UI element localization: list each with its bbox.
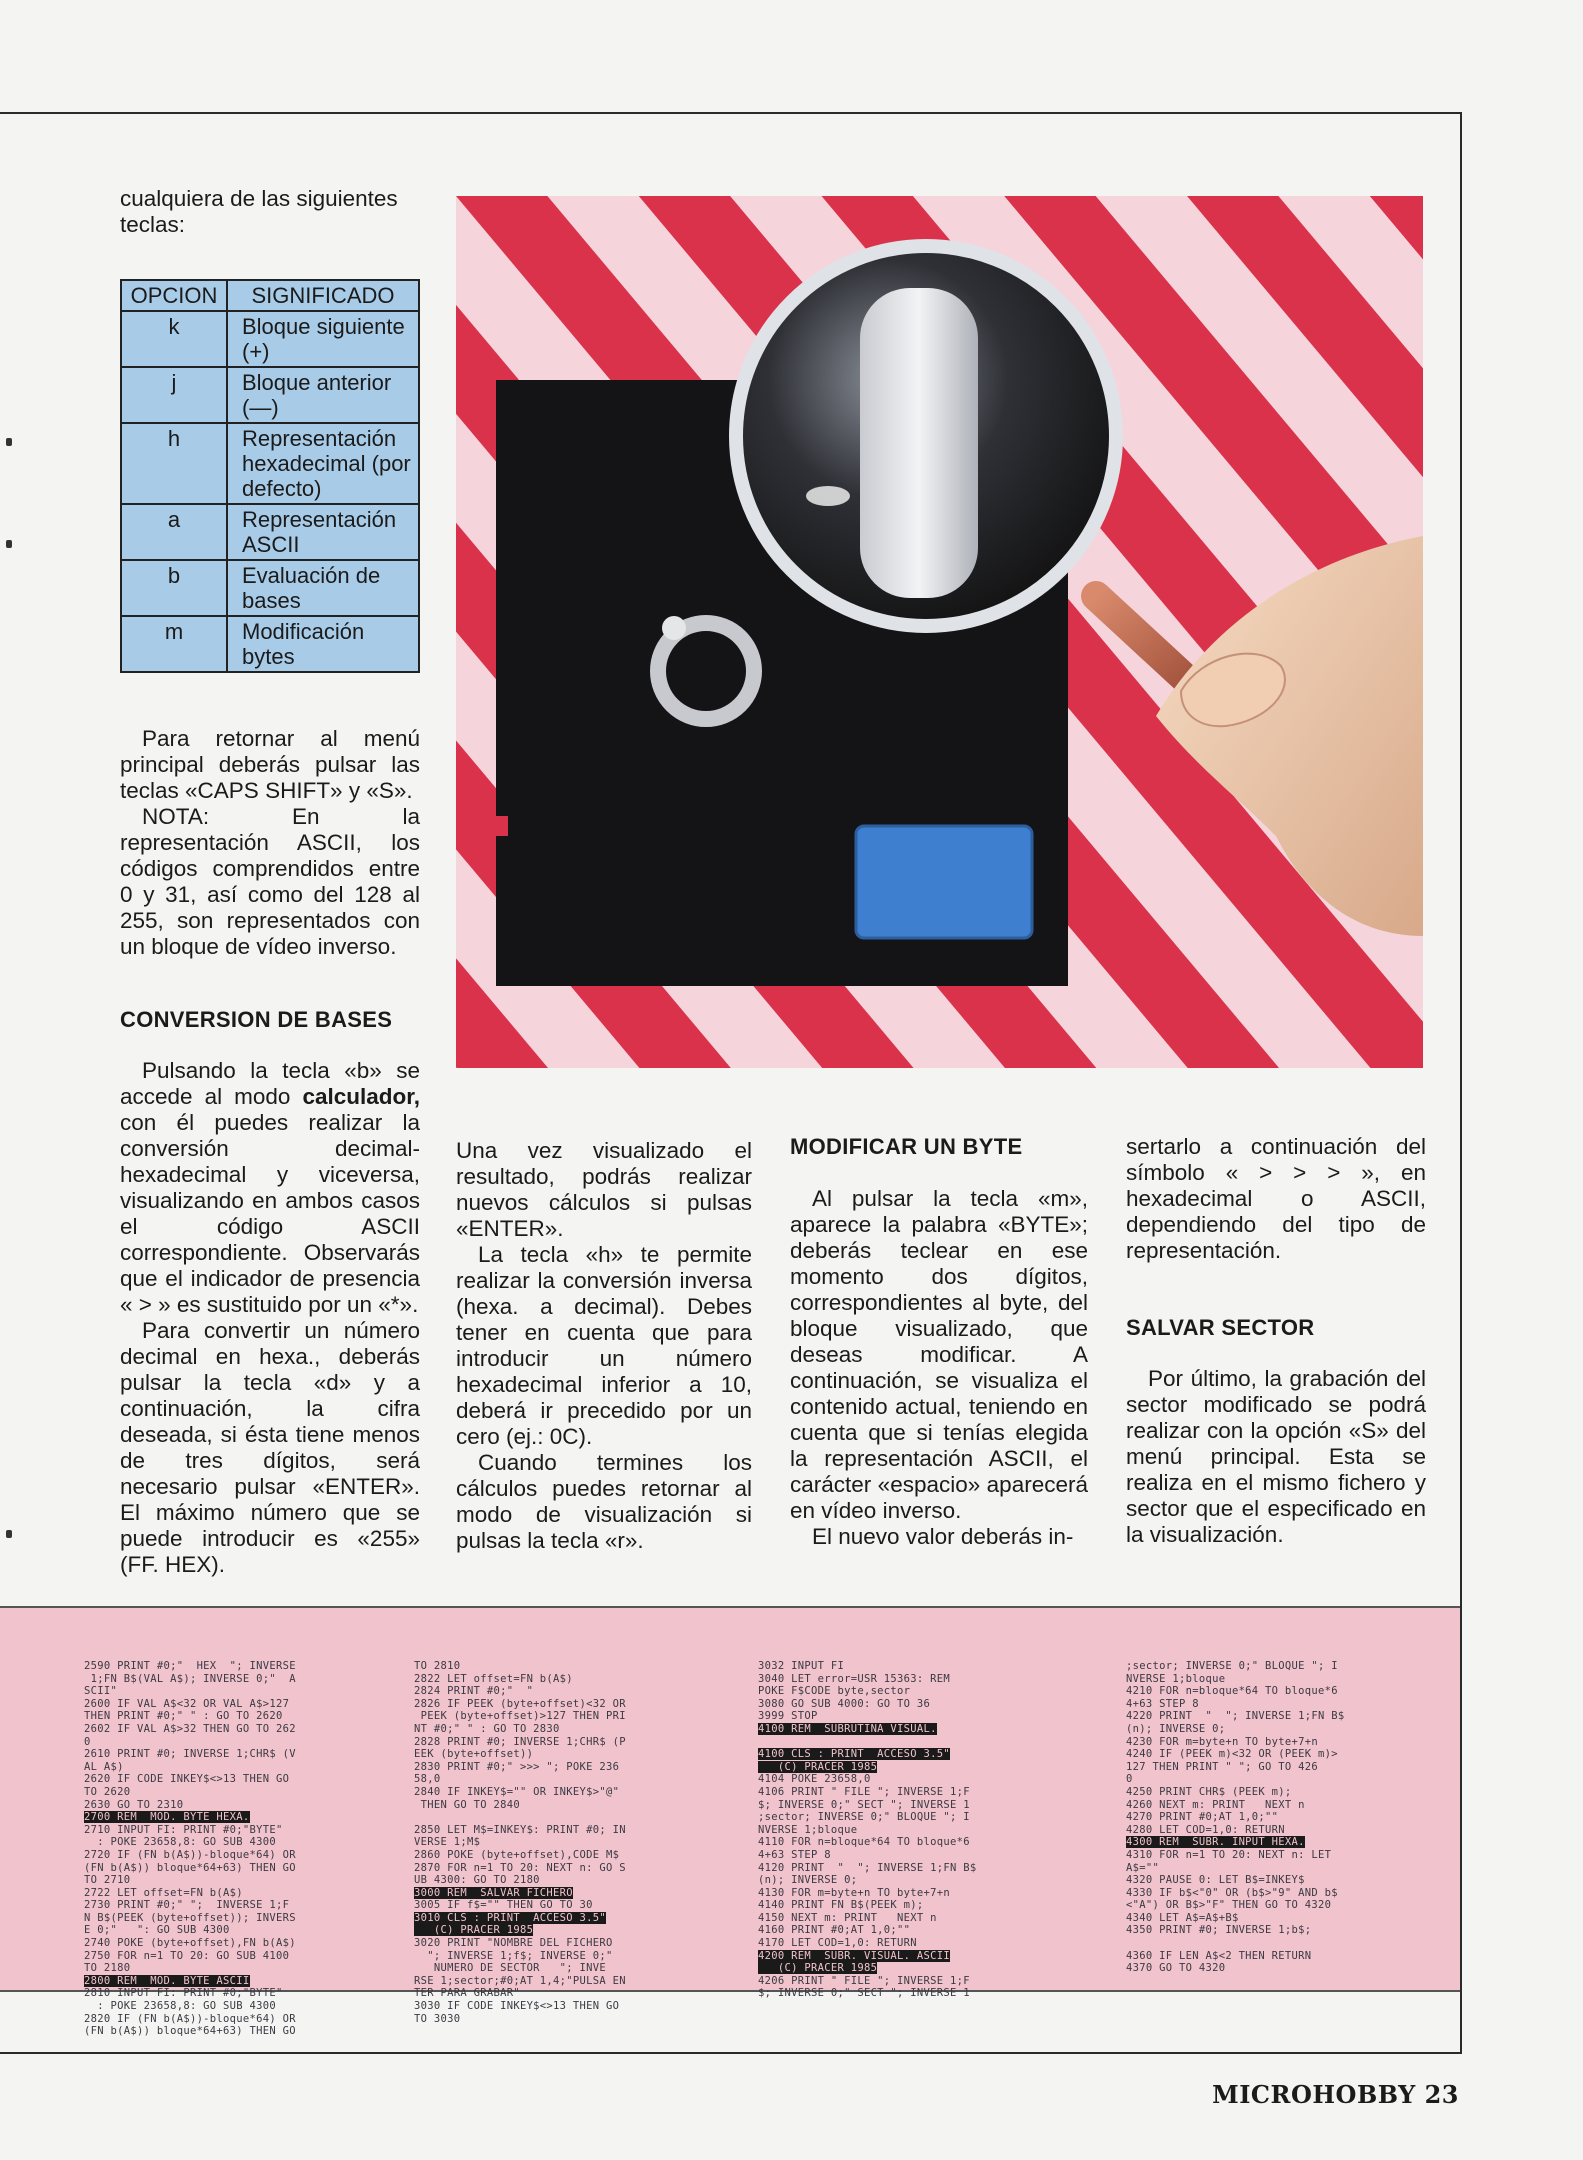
return-paragraph: Para retornar al menú principal deberás pulsar las teclas «CAPS SHIFT» y «S». bbox=[120, 726, 420, 803]
option-row bbox=[121, 367, 419, 423]
listing-line: 2710 INPUT FI: PRINT #0;"BYTE" bbox=[84, 1823, 283, 1836]
listing-line: (n); INVERSE 0; bbox=[1126, 1722, 1226, 1735]
listing-line: 2720 IF (FN b(A$))-bloque*64) OR bbox=[84, 1848, 296, 1861]
option-row bbox=[121, 504, 419, 560]
listing-column-3 bbox=[758, 1660, 977, 2000]
listing-line: 4120 PRINT " "; INVERSE 1;FN B$ bbox=[758, 1861, 977, 1874]
header-opcion: OPCION bbox=[121, 280, 227, 311]
listing-line: 4100 CLS : PRINT ACCESO 3.5" bbox=[758, 1748, 951, 1761]
p1-text-end: con él puedes realizar la conversión decimal-hexadecimal y viceversa, visualizando en ambos casos el código ASCII correspondiente. Observarás que el indicador de presencia « > » es sustituido por un «*». bbox=[120, 1110, 420, 1317]
listing-line: 2840 IF INKEY$="" OR INKEY$>"@" bbox=[414, 1785, 620, 1798]
listing-line: 3040 LET error=USR 15363: REM bbox=[758, 1672, 951, 1685]
listing-line: 4350 PRINT #0; INVERSE 1;b$; bbox=[1126, 1924, 1312, 1937]
binding-mark bbox=[6, 540, 12, 548]
listing-line: A$="" bbox=[1126, 1861, 1160, 1874]
listing-line: 2828 PRINT #0; INVERSE 1;CHR$ (P bbox=[414, 1735, 626, 1748]
listing-line: 4320 PAUSE 0: LET B$=INKEY$ bbox=[1126, 1874, 1305, 1887]
header-significado: SIGNIFICADO bbox=[227, 280, 419, 311]
option-meaning: Evaluación de bases bbox=[227, 560, 419, 616]
column-4-upper bbox=[1126, 1134, 1426, 1264]
options-table bbox=[120, 279, 420, 673]
listing-line: $; INVERSE 0;" SECT "; INVERSE 1 bbox=[758, 1987, 970, 2000]
listing-line: N B$(PEEK (byte+offset)); INVERS bbox=[84, 1911, 296, 1924]
col3-paragraph-2: El nuevo valor deberás in- bbox=[812, 1524, 1074, 1549]
option-row bbox=[121, 311, 419, 367]
listing-line: TO 2810 bbox=[414, 1660, 461, 1672]
listing-line: 2810 INPUT FI: PRINT #0;"BYTE" bbox=[84, 1987, 283, 2000]
option-key: m bbox=[121, 616, 227, 672]
listing-line: 2830 PRINT #0;" >>> "; POKE 236 bbox=[414, 1760, 620, 1773]
listing-line: 4206 PRINT " FILE "; INVERSE 1;F bbox=[758, 1974, 970, 1987]
option-key: k bbox=[121, 311, 227, 367]
listing-line: EEK (byte+offset)) bbox=[414, 1748, 534, 1761]
listing-line bbox=[758, 1736, 977, 1749]
listing-line: SCII" bbox=[84, 1685, 118, 1698]
intro-text bbox=[120, 186, 420, 238]
listing-line: PEEK (byte+offset)>127 THEN PRI bbox=[414, 1710, 626, 1723]
listing-line: 4+63 STEP 8 bbox=[758, 1848, 831, 1861]
listing-line: 2730 PRINT #0;" "; INVERSE 1;F bbox=[84, 1899, 290, 1912]
lens-highlight bbox=[806, 486, 850, 506]
option-key: h bbox=[121, 423, 227, 504]
listing-line: (n); INVERSE 0; bbox=[758, 1874, 858, 1887]
listing-line: 4250 PRINT CHR$ (PEEK m); bbox=[1126, 1785, 1292, 1798]
illustration-svg bbox=[456, 196, 1423, 1068]
listing-line: 2750 FOR n=1 TO 20: GO SUB 4100 bbox=[84, 1949, 290, 1962]
listing-line: 0 bbox=[84, 1735, 91, 1748]
listing-line: THEN GO TO 2840 bbox=[414, 1798, 520, 1811]
col2-paragraph-2: La tecla «h» te permite realizar la conversión inversa (hexa. a decimal). Debes tener en cuenta que para introducir un número hexadecimal inferior a 10, deberá ir precedido por un cero (ej.: 0C). bbox=[456, 1242, 752, 1449]
listing-line: 4150 NEXT m: PRINT NEXT n bbox=[758, 1911, 937, 1924]
magnified-shutter bbox=[860, 288, 978, 598]
option-meaning: Modificación bytes bbox=[227, 616, 419, 672]
listing-line: 4330 IF b$<"0" OR (b$>"9" AND b$ bbox=[1126, 1886, 1338, 1899]
listing-line: <"A") OR B$>"F" THEN GO TO 4320 bbox=[1126, 1899, 1332, 1912]
listing-column-4 bbox=[1126, 1660, 1345, 1975]
listing-line: 2860 POKE (byte+offset),CODE M$ bbox=[414, 1848, 620, 1861]
listing-line: (C) PRACER 1985 bbox=[414, 1924, 534, 1937]
program-listing-box bbox=[0, 1606, 1460, 2038]
listing-line: 4280 LET COD=1,0: RETURN bbox=[1126, 1823, 1285, 1836]
listing-line: (FN b(A$)) bloque*64+63) THEN GO bbox=[84, 2025, 296, 2038]
listing-line: 3030 IF CODE INKEY$<>13 THEN GO bbox=[414, 2000, 620, 2013]
option-meaning: Representación ASCII bbox=[227, 504, 419, 560]
column-1-lower bbox=[120, 1058, 420, 1578]
option-meaning: Representación hexadecimal (por defecto) bbox=[227, 423, 419, 504]
listing-line: 4340 LET A$=A$+B$ bbox=[1126, 1911, 1239, 1924]
listing-line bbox=[414, 1811, 626, 1824]
listing-line: 0 bbox=[1126, 1773, 1133, 1786]
listing-line: 4+63 STEP 8 bbox=[1126, 1697, 1199, 1710]
note-paragraph: NOTA: En la representación ASCII, los códigos comprendidos entre 0 y 31, así como del 128 al 255, son representados con un bloque de vídeo inverso. bbox=[120, 804, 420, 959]
listing-line: (FN b(A$)) bloque*64+63) THEN GO bbox=[84, 1861, 296, 1874]
conversion-paragraph-1 bbox=[120, 1058, 420, 1318]
floppy-magnifier-illustration bbox=[456, 196, 1423, 1068]
top-rule bbox=[0, 112, 1462, 114]
listing-line: NUMERO DE SECTOR "; INVE bbox=[414, 1962, 607, 1975]
listing-line: 2620 IF CODE INKEY$<>13 THEN GO bbox=[84, 1773, 290, 1786]
listing-line: 4170 LET COD=1,0: RETURN bbox=[758, 1937, 917, 1950]
listing-line: 2824 PRINT #0;" " bbox=[414, 1685, 534, 1698]
listing-line: NVERSE 1;bloque bbox=[758, 1823, 858, 1836]
options-header-row bbox=[121, 280, 419, 311]
listing-line: NVERSE 1;bloque bbox=[1126, 1672, 1226, 1685]
listing-line: 58,0 bbox=[414, 1773, 441, 1786]
listing-line: 4106 PRINT " FILE "; INVERSE 1;F bbox=[758, 1785, 970, 1798]
listing-line: 4100 REM SUBRUTINA VISUAL. bbox=[758, 1722, 937, 1735]
magazine-name: MICROHOBBY bbox=[1212, 2080, 1416, 2109]
p1-bold: calculador, bbox=[302, 1084, 420, 1109]
listing-line: 2826 IF PEEK (byte+offset)<32 OR bbox=[414, 1697, 626, 1710]
listing-line: 3020 PRINT "NOMBRE DEL FICHERO bbox=[414, 1937, 613, 1950]
listing-line: 2590 PRINT #0;" HEX "; INVERSE bbox=[84, 1660, 296, 1672]
listing-line: 4160 PRINT #0;AT 1,0;"" bbox=[758, 1924, 911, 1937]
listing-line: 4210 FOR n=bloque*64 TO bloque*6 bbox=[1126, 1685, 1338, 1698]
listing-line: TO 3030 bbox=[414, 2012, 461, 2025]
page-number: 23 bbox=[1424, 2080, 1459, 2109]
option-row bbox=[121, 423, 419, 504]
col3-paragraph-1: Al pulsar la tecla «m», aparece la palabra «BYTE»; deberás teclear en ese momento dos dígitos, correspondientes al byte, del bloque visualizado, que deseas modificar. A continuación, se visualiza el contenido actual, teniendo en cuenta que si tenías elegida la representación ASCII, el carácter «espacio» aparecerá en vídeo inverso. bbox=[790, 1186, 1088, 1523]
conversion-paragraph-2: Para convertir un número decimal en hexa., deberás pulsar la tecla «d» y a continuación, la cifra deseada, si ésta tiene menos de tres dígitos, será necesario pulsar «ENTER». El máximo número que se puede introducir es «255» (FF. HEX). bbox=[120, 1318, 420, 1577]
option-row bbox=[121, 560, 419, 616]
listing-line: 2870 FOR n=1 TO 20: NEXT n: GO S bbox=[414, 1861, 626, 1874]
listing-line: 3032 INPUT FI bbox=[758, 1660, 845, 1672]
listing-line: THEN PRINT #0;" " : GO TO 2620 bbox=[84, 1710, 283, 1723]
listing-line: (C) PRACER 1985 bbox=[758, 1760, 878, 1773]
listing-line: 2850 LET M$=INKEY$: PRINT #0; IN bbox=[414, 1823, 626, 1836]
listing-line bbox=[1126, 1937, 1345, 1950]
option-meaning: Bloque anterior (—) bbox=[227, 367, 419, 423]
listing-line: TER PARA GRABAR" bbox=[414, 1987, 520, 2000]
listing-line: 4104 POKE 23658,0 bbox=[758, 1773, 871, 1786]
listing-line: 2740 POKE (byte+offset),FN b(A$) bbox=[84, 1937, 296, 1950]
floppy-index-hole bbox=[662, 616, 686, 640]
option-key: a bbox=[121, 504, 227, 560]
listing-line: : POKE 23658,8: GO SUB 4300 bbox=[84, 2000, 277, 2013]
listing-line: 2820 IF (FN b(A$))-bloque*64) OR bbox=[84, 2012, 296, 2025]
listing-line: : POKE 23658,8: GO SUB 4300 bbox=[84, 1836, 277, 1849]
listing-line: 2600 IF VAL A$<32 OR VAL A$>127 bbox=[84, 1697, 290, 1710]
listing-line: 4130 FOR m=byte+n TO byte+7+n bbox=[758, 1886, 951, 1899]
col4-paragraph-2: Por último, la grabación del sector modificado se podrá realizar con la opción «S» del menú principal. Esta se realiza en el mismo fichero y sector que el especificado en la visualización. bbox=[1126, 1366, 1426, 1547]
listing-line: 4220 PRINT " "; INVERSE 1;FN B$ bbox=[1126, 1710, 1345, 1723]
listing-line: 2822 LET offset=FN b(A$) bbox=[414, 1672, 573, 1685]
option-meaning: Bloque siguiente (+) bbox=[227, 311, 419, 367]
listing-column-1 bbox=[84, 1660, 296, 2038]
listing-line: "; INVERSE 1;f$; INVERSE 0;" bbox=[414, 1949, 613, 1962]
listing-line: ;sector; INVERSE 0;" BLOQUE "; I bbox=[758, 1811, 970, 1824]
listing-line: 3005 IF f$="" THEN GO TO 30 bbox=[414, 1899, 593, 1912]
listing-line: 127 THEN PRINT " "; GO TO 426 bbox=[1126, 1760, 1319, 1773]
listing-line: AL A$) bbox=[84, 1760, 124, 1773]
column-3 bbox=[790, 1186, 1088, 1550]
listing-line: 4370 GO TO 4320 bbox=[1126, 1962, 1226, 1975]
listing-line: 4140 PRINT FN B$(PEEK m); bbox=[758, 1899, 924, 1912]
intro-paragraph: cualquiera de las siguientes teclas: bbox=[120, 186, 398, 237]
listing-line: 2700 REM MOD. BYTE HEXA. bbox=[84, 1811, 250, 1824]
listing-line: 3010 CLS : PRINT ACCESO 3.5" bbox=[414, 1911, 607, 1924]
listing-line: 4300 REM SUBR. INPUT HEXA. bbox=[1126, 1836, 1305, 1849]
listing-line: 4260 NEXT m: PRINT NEXT n bbox=[1126, 1798, 1305, 1811]
listing-line: 4110 FOR n=bloque*64 TO bloque*6 bbox=[758, 1836, 970, 1849]
col2-paragraph-3: Cuando termines los cálculos puedes retornar al modo de visualización si pulsas la tecla «r». bbox=[456, 1450, 752, 1553]
listing-line: VERSE 1;M$ bbox=[414, 1836, 481, 1849]
listing-line: TO 2620 bbox=[84, 1785, 131, 1798]
listing-line: (C) PRACER 1985 bbox=[758, 1962, 878, 1975]
bottom-rule bbox=[0, 2052, 1462, 2054]
binding-mark bbox=[6, 438, 12, 446]
listing-line: ;sector; INVERSE 0;" BLOQUE "; I bbox=[1126, 1660, 1338, 1672]
option-key: b bbox=[121, 560, 227, 616]
listing-line: 4310 FOR n=1 TO 20: NEXT n: LET bbox=[1126, 1848, 1332, 1861]
listing-line: UB 4300: GO TO 2180 bbox=[414, 1874, 540, 1887]
listing-line: 2630 GO TO 2310 bbox=[84, 1798, 184, 1811]
listing-line: NT #0;" " : GO TO 2830 bbox=[414, 1722, 560, 1735]
p1-text: Pulsando la tecla «b» se accede al modo bbox=[120, 1058, 420, 1109]
right-frame-rule bbox=[1460, 112, 1462, 2052]
listing-line: 4200 REM SUBR. VISUAL. ASCII bbox=[758, 1949, 951, 1962]
floppy-label bbox=[856, 826, 1032, 938]
column-1-upper bbox=[120, 726, 420, 960]
listing-line: 2800 REM MOD. BYTE ASCII bbox=[84, 1974, 250, 1987]
col4-paragraph-1: sertarlo a continuación del símbolo « > > > », en hexadecimal o ASCII, dependiendo del tipo de representación. bbox=[1126, 1134, 1426, 1263]
listing-line: TO 2180 bbox=[84, 1962, 131, 1975]
listing-line: 2722 LET offset=FN b(A$) bbox=[84, 1886, 243, 1899]
listing-line: RSE 1;sector;#0;AT 1,4;"PULSA EN bbox=[414, 1974, 626, 1987]
listing-line: 2610 PRINT #0; INVERSE 1;CHR$ (V bbox=[84, 1748, 296, 1761]
listing-line: 1;FN B$(VAL A$); INVERSE 0;" A bbox=[84, 1672, 296, 1685]
heading-conversion-bases: CONVERSION DE BASES bbox=[120, 1007, 393, 1032]
column-4-lower bbox=[1126, 1366, 1426, 1548]
listing-column-2 bbox=[414, 1660, 626, 2025]
listing-line: 3000 REM SALVAR FICHERO bbox=[414, 1886, 573, 1899]
listing-line: TO 2710 bbox=[84, 1874, 131, 1887]
listing-line: 4240 IF (PEEK m)<32 OR (PEEK m)> bbox=[1126, 1748, 1338, 1761]
binding-mark bbox=[6, 1530, 12, 1538]
heading-modificar-byte: MODIFICAR UN BYTE bbox=[790, 1134, 1023, 1159]
option-key: j bbox=[121, 367, 227, 423]
listing-line: 4270 PRINT #0;AT 1,0;"" bbox=[1126, 1811, 1279, 1824]
page-footer bbox=[1212, 2080, 1459, 2109]
heading-salvar-sector: SALVAR SECTOR bbox=[1126, 1315, 1315, 1340]
col2-paragraph-1: Una vez visualizado el resultado, podrás realizar nuevos cálculos si pulsas «ENTER». bbox=[456, 1138, 752, 1241]
listing-line: 4360 IF LEN A$<2 THEN RETURN bbox=[1126, 1949, 1312, 1962]
listing-line: $; INVERSE 0;" SECT "; INVERSE 1 bbox=[758, 1798, 970, 1811]
listing-line: E 0;" ": GO SUB 4300 bbox=[84, 1924, 230, 1937]
listing-line: 3999 STOP bbox=[758, 1710, 818, 1723]
option-row bbox=[121, 616, 419, 672]
listing-line: POKE F$CODE byte,sector bbox=[758, 1685, 911, 1698]
listing-line: 3080 GO SUB 4000: GO TO 36 bbox=[758, 1697, 931, 1710]
listing-line: 4230 FOR m=byte+n TO byte+7+n bbox=[1126, 1735, 1319, 1748]
column-2 bbox=[456, 1138, 752, 1554]
listing-line: 2602 IF VAL A$>32 THEN GO TO 262 bbox=[84, 1722, 296, 1735]
